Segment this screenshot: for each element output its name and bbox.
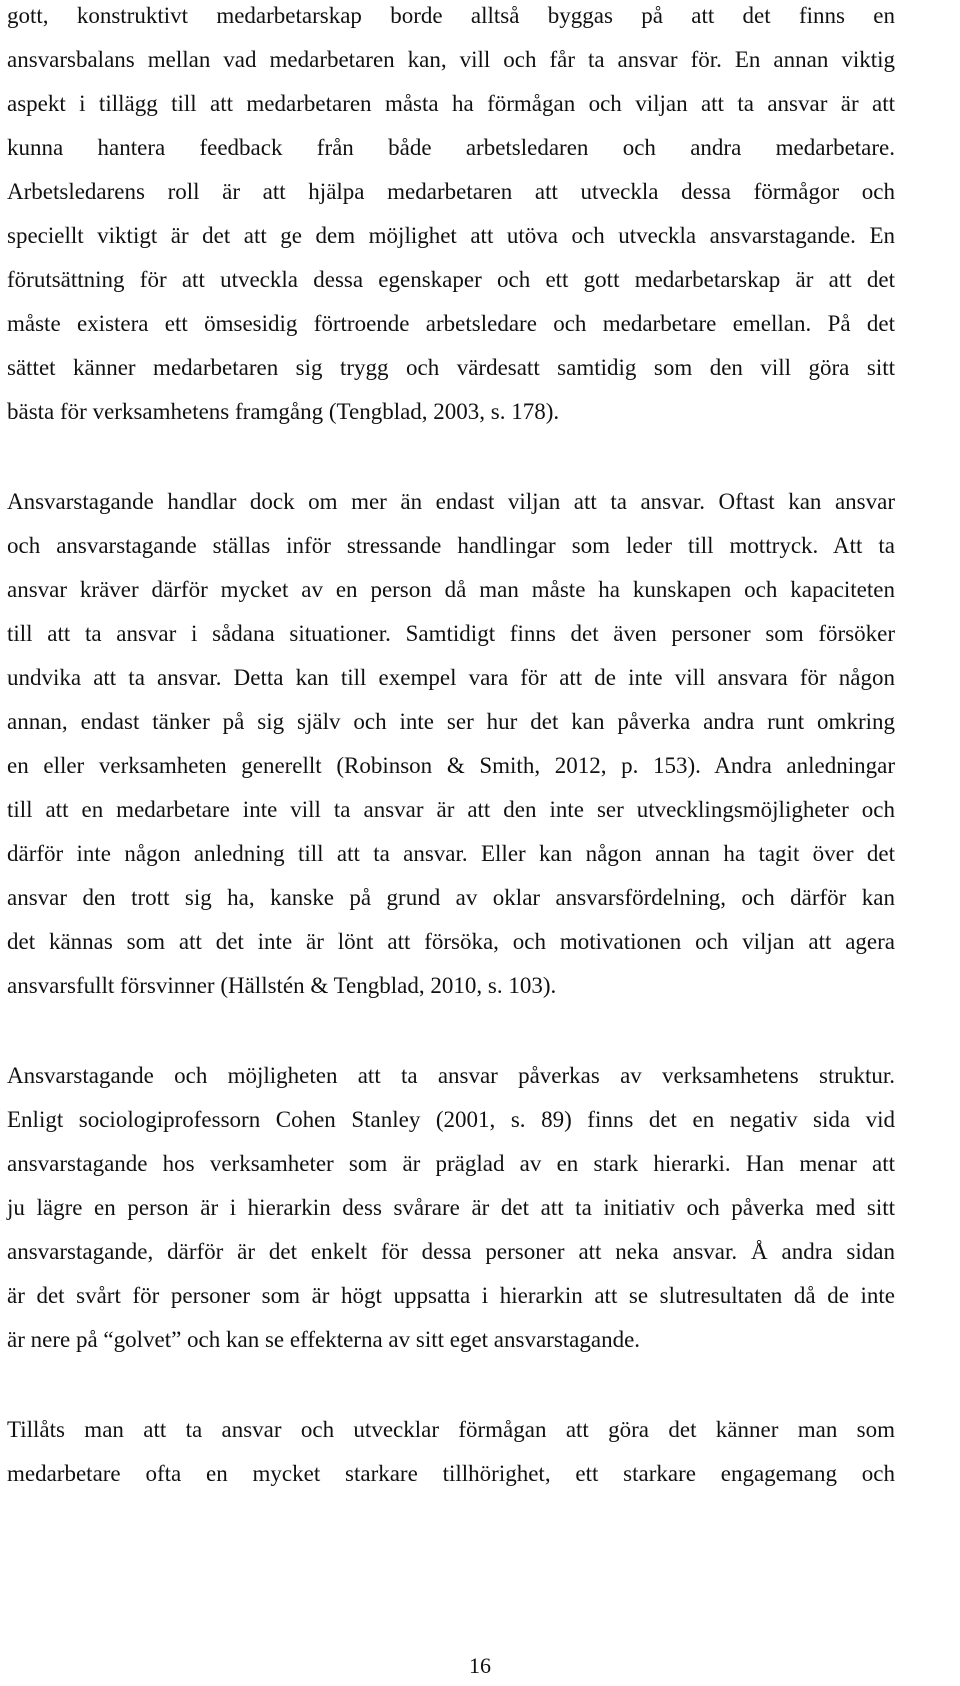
text-line: förutsättning för att utveckla dessa egenskaper och ett gott medarbetarskap är att det (7, 267, 895, 292)
text-line: medarbetare ofta en mycket starkare tillhörighet, ett starkare engagemang och (7, 1461, 895, 1486)
text-line: till att en medarbetare inte vill ta ansvar är att den inte ser utvecklingsmöjligheter och (7, 797, 895, 822)
text-line: annan, endast tänker på sig själv och inte ser hur det kan påverka andra runt omkring (7, 709, 895, 734)
text-line: måste existera ett ömsesidig förtroende arbetsledare och medarbetare emellan. På det (7, 311, 895, 336)
text-line: och ansvarstagande ställas inför stressande handlingar som leder till mottryck. Att ta (7, 533, 895, 558)
text-line: en eller verksamheten generellt (Robinson & Smith, 2012, p. 153). Andra anledningar (7, 753, 895, 778)
text-line: ansvarsbalans mellan vad medarbetaren kan, vill och får ta ansvar för. En annan viktig (7, 47, 895, 72)
text-line: ju lägre en person är i hierarkin dess svårare är det att ta initiativ och påverka med sitt (7, 1195, 895, 1220)
text-line: är det svårt för personer som är högt uppsatta i hierarkin att se slutresultaten då de inte (7, 1283, 895, 1308)
text-line: därför inte någon anledning till att ta ansvar. Eller kan någon annan ha tagit över det (7, 841, 895, 866)
text-line: Arbetsledarens roll är att hjälpa medarbetaren att utveckla dessa förmågor och (7, 179, 895, 204)
text-line: ansvar kräver därför mycket av en person då man måste ha kunskapen och kapaciteten (7, 577, 895, 602)
text-line: Tillåts man att ta ansvar och utvecklar förmågan att göra det känner man som (7, 1417, 895, 1442)
text-line: till att ta ansvar i sådana situationer. Samtidigt finns det även personer som försöker (7, 621, 895, 646)
text-line: aspekt i tillägg till att medarbetaren måsta ha förmågan och viljan att ta ansvar är att (7, 91, 895, 116)
text-line: kunna hantera feedback från både arbetsledaren och andra medarbetare. (7, 135, 895, 160)
text-line: är nere på “golvet” och kan se effekterna av sitt eget ansvarstagande. (7, 1327, 641, 1352)
text-line: Ansvarstagande handlar dock om mer än endast viljan att ta ansvar. Oftast kan ansvar (7, 489, 895, 514)
text-line: speciellt viktigt är det att ge dem möjlighet att utöva och utveckla ansvarstagande. En (7, 223, 895, 248)
text-line: sättet känner medarbetaren sig trygg och värdesatt samtidig som den vill göra sitt (7, 355, 895, 380)
text-line: Ansvarstagande och möjligheten att ta ansvar påverkas av verksamhetens struktur. (7, 1063, 895, 1088)
text-line: ansvarstagande hos verksamheter som är präglad av en stark hierarki. Han menar att (7, 1151, 895, 1176)
page-number: 16 (469, 1653, 491, 1678)
text-line: ansvar den trott sig ha, kanske på grund av oklar ansvarsfördelning, och därför kan (7, 885, 895, 910)
text-line: gott, konstruktivt medarbetarskap borde alltså byggas på att det finns en (7, 3, 895, 28)
text-line: ansvarstagande, därför är det enkelt för dessa personer att neka ansvar. Å andra sidan (7, 1239, 895, 1264)
text-line: ansvarsfullt försvinner (Hällstén & Tengblad, 2010, s. 103). (7, 973, 557, 998)
text-line: bästa för verksamhetens framgång (Tengblad, 2003, s. 178). (7, 399, 560, 424)
text-line: undvika att ta ansvar. Detta kan till exempel vara för att de inte vill ansvara för någon (7, 665, 895, 690)
text-line: Enligt sociologiprofessorn Cohen Stanley (2001, s. 89) finns det en negativ sida vid (7, 1107, 895, 1132)
text-line: det kännas som att det inte är lönt att försöka, och motivationen och viljan att agera (7, 929, 895, 954)
